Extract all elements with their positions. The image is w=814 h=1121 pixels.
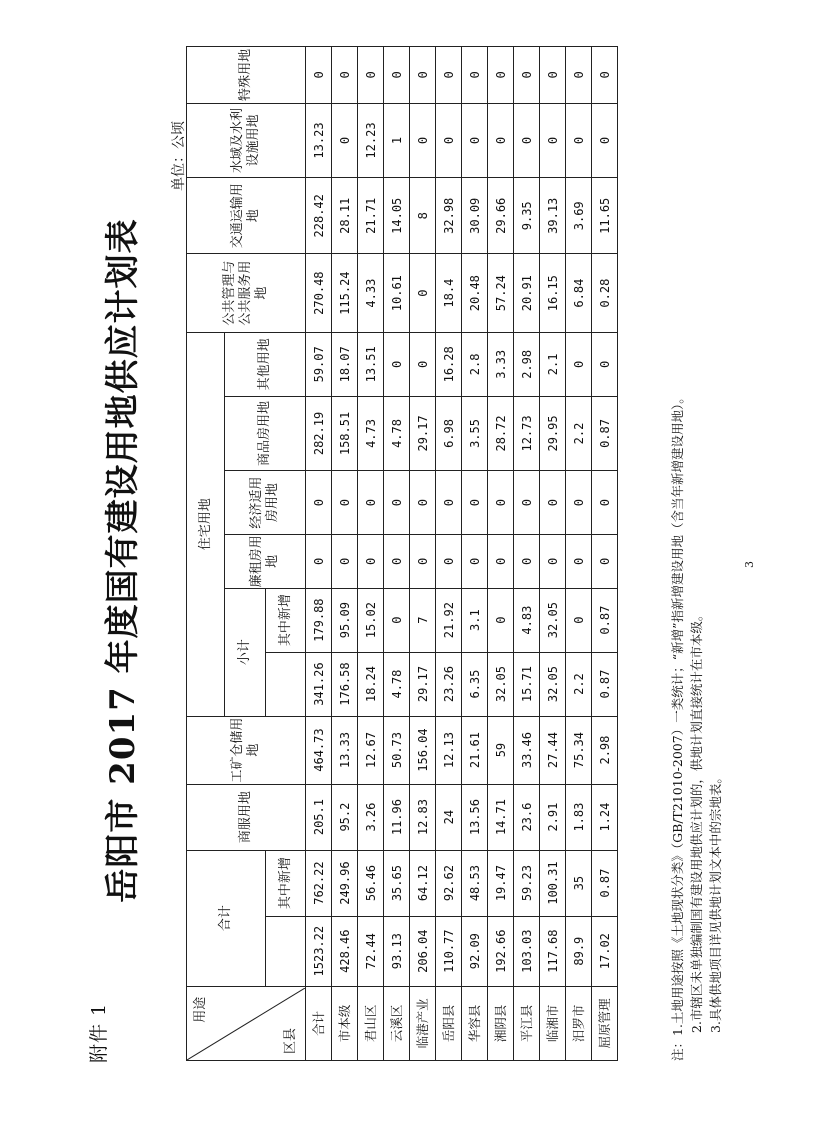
row-district-name: 临港产业 — [410, 986, 436, 1060]
table-cell: 3.26 — [358, 784, 384, 850]
table-cell: 0.87 — [592, 850, 618, 916]
table-cell: 341.26 — [306, 652, 332, 716]
header-subtotal-blank — [266, 652, 306, 716]
row-district-name: 岳阳县 — [436, 986, 462, 1060]
row-district-name: 君山区 — [358, 986, 384, 1060]
table-cell: 27.44 — [540, 716, 566, 784]
notes — [668, 41, 725, 1061]
header-total: 合计 — [187, 850, 266, 986]
table-cell: 29.95 — [540, 396, 566, 470]
table-row — [436, 47, 462, 1061]
table-cell: 0 — [514, 471, 540, 535]
table-cell: 0 — [566, 535, 592, 589]
header-total-blank — [266, 916, 306, 986]
table-cell: 18.07 — [332, 332, 358, 396]
table-cell: 1.83 — [566, 784, 592, 850]
table-cell: 59.07 — [306, 332, 332, 396]
table-row — [488, 47, 514, 1061]
table-cell: 0 — [462, 535, 488, 589]
table-row — [540, 47, 566, 1061]
table-cell: 29.17 — [410, 652, 436, 716]
header-lowrent: 廉租房用地 — [225, 535, 306, 589]
header-commodity: 商品房用地 — [225, 396, 306, 470]
table-cell: 30.09 — [462, 178, 488, 254]
table-cell: 10.61 — [384, 254, 410, 332]
table-row — [410, 47, 436, 1061]
table-cell: 156.04 — [410, 716, 436, 784]
table-cell: 4.78 — [384, 652, 410, 716]
row-district-name: 平江县 — [514, 986, 540, 1060]
table-cell: 0 — [384, 471, 410, 535]
table-cell: 428.46 — [332, 916, 358, 986]
table-cell: 762.22 — [306, 850, 332, 916]
table-cell: 23.26 — [436, 652, 462, 716]
header-affordable: 经济适用房用地 — [225, 471, 306, 535]
table-cell: 95.09 — [332, 588, 358, 652]
table-cell: 0 — [384, 332, 410, 396]
table-cell: 0 — [540, 103, 566, 177]
table-cell: 2.8 — [462, 332, 488, 396]
header-other: 其他用地 — [225, 332, 306, 396]
table-cell: 100.31 — [540, 850, 566, 916]
attachment-label: 附件 1 — [88, 1002, 110, 1063]
table-cell: 0 — [436, 47, 462, 104]
table-cell: 176.58 — [332, 652, 358, 716]
table-cell: 282.19 — [306, 396, 332, 470]
table-cell: 0 — [488, 47, 514, 104]
table-cell: 39.13 — [540, 178, 566, 254]
table-cell: 29.66 — [488, 178, 514, 254]
land-supply-table — [186, 46, 618, 1061]
table-cell: 0 — [332, 535, 358, 589]
table-cell: 0 — [410, 332, 436, 396]
table-cell: 4.83 — [514, 588, 540, 652]
page-number: 3 — [743, 561, 756, 568]
table-cell: 32.05 — [540, 652, 566, 716]
table-cell: 18.24 — [358, 652, 384, 716]
table-cell: 0 — [540, 535, 566, 589]
table-row — [462, 47, 488, 1061]
table-cell: 179.88 — [306, 588, 332, 652]
row-district-name: 汨罗市 — [566, 986, 592, 1060]
table-cell: 0 — [436, 471, 462, 535]
table-cell: 12.73 — [514, 396, 540, 470]
table-cell: 59 — [488, 716, 514, 784]
table-cell: 0 — [306, 471, 332, 535]
table-cell: 3.1 — [462, 588, 488, 652]
table-cell: 2.98 — [592, 716, 618, 784]
table-cell: 0 — [410, 254, 436, 332]
table-cell: 13.23 — [306, 103, 332, 177]
table-cell: 0 — [462, 47, 488, 104]
table-cell: 13.51 — [358, 332, 384, 396]
table-row — [306, 47, 332, 1061]
table-cell: 21.92 — [436, 588, 462, 652]
table-cell: 16.15 — [540, 254, 566, 332]
table-cell: 35 — [566, 850, 592, 916]
table-cell: 0 — [566, 332, 592, 396]
table-cell: 18.4 — [436, 254, 462, 332]
table-cell: 11.96 — [384, 784, 410, 850]
table-cell: 17.02 — [592, 916, 618, 986]
table-cell: 32.98 — [436, 178, 462, 254]
table-cell: 0 — [436, 103, 462, 177]
table-cell: 0 — [592, 103, 618, 177]
table-cell: 4.73 — [358, 396, 384, 470]
corner-district-label: 区县 — [283, 1027, 298, 1054]
table-cell: 29.17 — [410, 396, 436, 470]
table-cell: 0 — [332, 103, 358, 177]
table-cell: 0 — [566, 588, 592, 652]
table-cell: 0 — [410, 471, 436, 535]
corner-usage-label: 用途 — [193, 996, 208, 1023]
table-cell: 1.24 — [592, 784, 618, 850]
header-commercial: 商服用地 — [187, 784, 306, 850]
table-cell: 110.77 — [436, 916, 462, 986]
table-cell: 0 — [566, 47, 592, 104]
header-water: 水域及水利设施用地 — [187, 103, 306, 177]
corner-header — [187, 986, 306, 1060]
table-cell: 7 — [410, 588, 436, 652]
table-cell: 12.83 — [410, 784, 436, 850]
table-cell: 35.65 — [384, 850, 410, 916]
table-cell: 158.51 — [332, 396, 358, 470]
table-cell: 4.33 — [358, 254, 384, 332]
table-cell: 0 — [592, 471, 618, 535]
table-cell: 1523.22 — [306, 916, 332, 986]
table-cell: 21.71 — [358, 178, 384, 254]
table-row — [514, 47, 540, 1061]
table-cell: 0 — [514, 535, 540, 589]
table-cell: 0 — [384, 47, 410, 104]
table-cell: 12.23 — [358, 103, 384, 177]
table-cell: 3.33 — [488, 332, 514, 396]
table-cell: 464.73 — [306, 716, 332, 784]
table-cell: 3.69 — [566, 178, 592, 254]
table-cell: 89.9 — [566, 916, 592, 986]
table-cell: 32.05 — [540, 588, 566, 652]
table-cell: 11.65 — [592, 178, 618, 254]
table-cell: 0 — [514, 103, 540, 177]
table-cell: 117.68 — [540, 916, 566, 986]
table-cell: 9.35 — [514, 178, 540, 254]
table-cell: 192.66 — [488, 916, 514, 986]
table-cell: 0 — [488, 535, 514, 589]
table-cell: 4.78 — [384, 396, 410, 470]
table-cell: 92.09 — [462, 916, 488, 986]
note-1: 注：1.土地用途按照《土地现状分类》（GB/T21010-2007）一类统计；“新增”指新增建设用地（含当年新增建设用地）。 — [670, 391, 685, 1061]
table-cell: 0 — [410, 103, 436, 177]
table-cell: 33.46 — [514, 716, 540, 784]
table-cell: 0.87 — [592, 652, 618, 716]
table-cell: 20.48 — [462, 254, 488, 332]
table-cell: 0 — [514, 47, 540, 104]
header-subtotal: 小计 — [225, 588, 266, 716]
table-cell: 270.48 — [306, 254, 332, 332]
table-cell: 59.23 — [514, 850, 540, 916]
table-cell: 0 — [358, 47, 384, 104]
table-cell: 13.56 — [462, 784, 488, 850]
table-cell: 0 — [384, 588, 410, 652]
table-cell: 14.71 — [488, 784, 514, 850]
table-cell: 0 — [592, 47, 618, 104]
row-district-name: 湘阴县 — [488, 986, 514, 1060]
table-cell: 0 — [488, 588, 514, 652]
row-district-name: 临湘市 — [540, 986, 566, 1060]
table-cell: 103.03 — [514, 916, 540, 986]
table-row — [566, 47, 592, 1061]
row-district-name: 合计 — [306, 986, 332, 1060]
table-cell: 8 — [410, 178, 436, 254]
table-cell: 0 — [384, 535, 410, 589]
table-cell: 50.73 — [384, 716, 410, 784]
row-district-name: 屈原管理 — [592, 986, 618, 1060]
table-cell: 48.53 — [462, 850, 488, 916]
row-district-name: 市本级 — [332, 986, 358, 1060]
table-body — [306, 47, 618, 1061]
header-public: 公共管理与公共服务用地 — [187, 254, 306, 332]
table-cell: 205.1 — [306, 784, 332, 850]
table-cell: 0 — [332, 47, 358, 104]
table-cell: 56.46 — [358, 850, 384, 916]
table-cell: 24 — [436, 784, 462, 850]
header-subtotal-new: 其中新增 — [266, 588, 306, 652]
table-cell: 0 — [488, 471, 514, 535]
table-cell: 28.72 — [488, 396, 514, 470]
table-cell: 72.44 — [358, 916, 384, 986]
table-cell: 115.24 — [332, 254, 358, 332]
table-cell: 20.91 — [514, 254, 540, 332]
table-cell: 23.6 — [514, 784, 540, 850]
table-cell: 0 — [410, 47, 436, 104]
table-row — [332, 47, 358, 1061]
table-cell: 0 — [436, 535, 462, 589]
table-cell: 0.87 — [592, 396, 618, 470]
table-cell: 0 — [306, 47, 332, 104]
table-cell: 0 — [306, 535, 332, 589]
table-cell: 64.12 — [410, 850, 436, 916]
table-cell: 93.13 — [384, 916, 410, 986]
table-cell: 2.1 — [540, 332, 566, 396]
table-cell: 14.05 — [384, 178, 410, 254]
table-row — [384, 47, 410, 1061]
table-cell: 3.55 — [462, 396, 488, 470]
row-district-name: 云溪区 — [384, 986, 410, 1060]
table-cell: 0 — [566, 103, 592, 177]
table-cell: 6.35 — [462, 652, 488, 716]
table-cell: 0 — [488, 103, 514, 177]
table-cell: 92.62 — [436, 850, 462, 916]
table-cell: 0.28 — [592, 254, 618, 332]
table-cell: 0 — [358, 471, 384, 535]
table-cell: 0 — [566, 471, 592, 535]
table-cell: 57.24 — [488, 254, 514, 332]
table-cell: 95.2 — [332, 784, 358, 850]
table-cell: 2.98 — [514, 332, 540, 396]
header-industrial: 工矿仓储用地 — [187, 716, 306, 784]
table-cell: 6.98 — [436, 396, 462, 470]
table-cell: 2.2 — [566, 396, 592, 470]
table-cell: 0.87 — [592, 588, 618, 652]
table-cell: 28.11 — [332, 178, 358, 254]
table-cell: 19.47 — [488, 850, 514, 916]
table-row — [358, 47, 384, 1061]
table-cell: 0 — [332, 471, 358, 535]
header-special: 特殊用地 — [187, 47, 306, 104]
unit-label: 单位：公顷 — [171, 121, 187, 191]
table-cell: 0 — [592, 332, 618, 396]
table-cell: 16.28 — [436, 332, 462, 396]
header-transport: 交通运输用地 — [187, 178, 306, 254]
note-2: 2.市辖区未单独编制国有建设用地供应计划的，供地计划直接统计在市本级。 — [689, 608, 704, 1033]
header-total-new: 其中新增 — [266, 850, 306, 916]
table-cell: 1 — [384, 103, 410, 177]
note-3: 3.具体供地项目详见供地计划文本中的宗地表。 — [708, 771, 723, 1033]
table-cell: 6.84 — [566, 254, 592, 332]
table-cell: 0 — [410, 535, 436, 589]
table-cell: 2.2 — [566, 652, 592, 716]
table-cell: 12.13 — [436, 716, 462, 784]
table-cell: 0 — [592, 535, 618, 589]
table-cell: 32.05 — [488, 652, 514, 716]
table-cell: 13.33 — [332, 716, 358, 784]
table-cell: 15.02 — [358, 588, 384, 652]
table-cell: 21.61 — [462, 716, 488, 784]
row-district-name: 华容县 — [462, 986, 488, 1060]
table-cell: 2.91 — [540, 784, 566, 850]
table-row — [592, 47, 618, 1061]
table-cell: 206.04 — [410, 916, 436, 986]
table-cell: 15.71 — [514, 652, 540, 716]
table-cell: 0 — [462, 103, 488, 177]
table-cell: 228.42 — [306, 178, 332, 254]
table-cell: 0 — [540, 471, 566, 535]
table-cell: 0 — [358, 535, 384, 589]
table-cell: 75.34 — [566, 716, 592, 784]
table-cell: 0 — [462, 471, 488, 535]
table-cell: 249.96 — [332, 850, 358, 916]
table-cell: 0 — [540, 47, 566, 104]
page-title: 岳阳市 2017 年度国有建设用地供应计划表 — [103, 218, 143, 903]
header-residential: 住宅用地 — [187, 332, 225, 716]
table-cell: 12.67 — [358, 716, 384, 784]
